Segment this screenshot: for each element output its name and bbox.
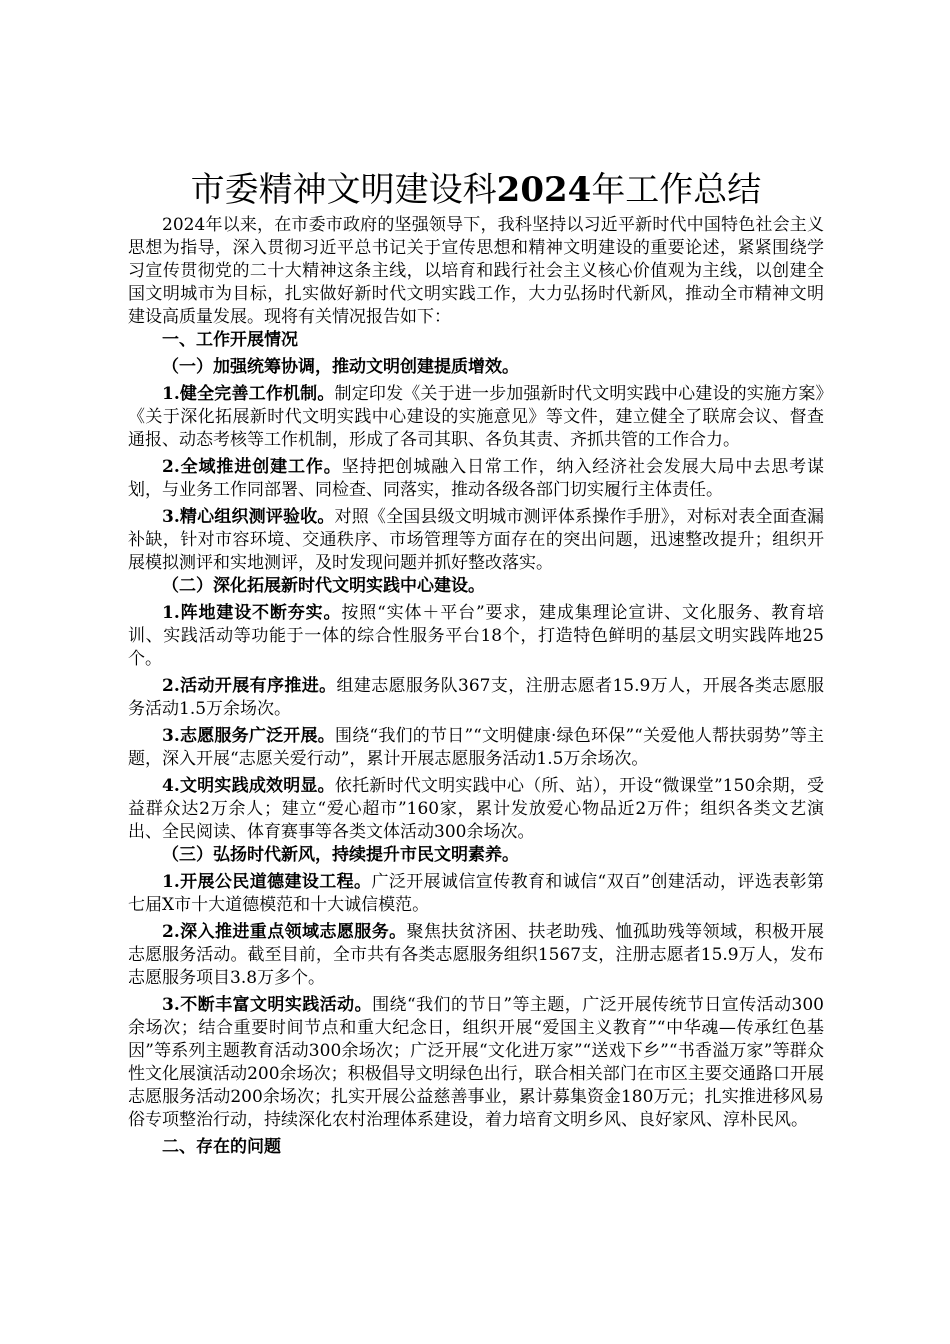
- section-heading-2: 二、存在的问题: [162, 1137, 281, 1157]
- paragraph-lead: 1.开展公民道德建设工程。: [162, 872, 372, 892]
- paragraph-lead: 3.不断丰富文明实践活动。: [162, 995, 373, 1015]
- paragraph-lead: 1.健全完善工作机制。: [162, 384, 335, 404]
- paragraph-2-4: [128, 775, 824, 844]
- paragraph-2-2: [128, 675, 824, 721]
- paragraph-3-1: [128, 871, 824, 917]
- paragraph-body: 聚焦扶贫济困、扶老助残、恤孤助残等领域，积极开展志愿服务活动。截至目前，全市共有各类志愿服务组织1567支，注册志愿者15.9万人，发布志愿服务项目3.8万多个。: [128, 922, 825, 988]
- section-heading-1: 一、工作开展情况: [162, 330, 298, 350]
- title-prefix: 市委精神文明建设科: [190, 170, 497, 210]
- title-year: 2024: [496, 170, 592, 210]
- paragraph-lead: 4.文明实践成效明显。: [162, 776, 335, 796]
- intro-paragraph: 2024年以来，在市委市政府的坚强领导下，我科坚持以习近平新时代中国特色社会主义思想为指导，深入贯彻习近平总书记关于宣传思想和精神文明建设的重要论述，紧紧围绕学习宣传贯彻党的二十大精神这条主线，以培育和践行社会主义核心价值观为主线，以创建全国文明城市为目标，扎实做好新时代文明实践工作，大力弘扬时代新风，推动全市精神文明建设高质量发展。现将有关情况报告如下：: [128, 215, 824, 327]
- paragraph-body: 按照“实体＋平台”要求，建成集理论宣讲、文化服务、教育培训、实践活动等功能于一体的综合性服务平台18个，打造特色鲜明的基层文明实践阵地25个。: [128, 603, 824, 669]
- subsection-heading-1: （一）加强统筹协调，推动文明创建提质增效。: [162, 357, 519, 377]
- subsection-heading-2: （二）深化拓展新时代文明实践中心建设。: [162, 576, 485, 596]
- paragraph-lead: 2.活动开展有序推进。: [162, 676, 337, 696]
- paragraph-2-1: [128, 602, 824, 671]
- paragraph-lead: 2.深入推进重点领域志愿服务。: [162, 922, 407, 942]
- paragraph-3-3: [128, 994, 824, 1132]
- paragraph-3-2: [128, 921, 824, 990]
- paragraph-2-3: [128, 725, 824, 771]
- paragraph-body: 组建志愿服务队367支，注册志愿者15.9万人，开展各类志愿服务活动1.5万余场次。: [128, 676, 824, 719]
- title-suffix: 年工作总结: [591, 170, 762, 210]
- document-title: [128, 168, 824, 212]
- paragraph-1-1: [128, 383, 824, 452]
- paragraph-body: 围绕“我们的节日”“文明健康·绿色环保”“关爱他人帮扶弱势”等主题，深入开展“志愿关爱行动”，累计开展志愿服务活动1.5万余场次。: [128, 726, 824, 769]
- subsection-heading-3: （三）弘扬时代新风，持续提升市民文明素养。: [162, 845, 519, 865]
- paragraph-lead: 1.阵地建设不断夯实。: [162, 603, 342, 623]
- paragraph-lead: 2.全域推进创建工作。: [162, 457, 342, 477]
- paragraph-lead: 3.精心组织测评验收。: [162, 507, 335, 527]
- paragraph-lead: 3.志愿服务广泛开展。: [162, 726, 335, 746]
- paragraph-body: 坚持把创城融入日常工作，纳入经济社会发展大局中去思考谋划，与业务工作同部署、同检查、同落实，推动各级各部门切实履行主体责任。: [128, 457, 825, 500]
- paragraph-body: 依托新时代文明实践中心（所、站），开设“微课堂”150余期，受益群众达2万余人；建立“爱心超市”160家，累计发放爱心物品近2万件；组织各类文艺演出、全民阅读、体育赛事等各类文体活动300余场次。: [128, 776, 824, 842]
- document-page: [128, 168, 824, 1159]
- paragraph-body: 广泛开展诚信宣传教育和诚信“双百”创建活动，评选表彰第七届X市十大道德模范和十大诚信模范。: [128, 872, 825, 915]
- paragraph-1-3: [128, 506, 824, 575]
- paragraph-body: 围绕“我们的节日”等主题，广泛开展传统节日宣传活动300余场次；结合重要时间节点和重大纪念日，组织开展“爱国主义教育”“中华魂—传承红色基因”等系列主题教育活动300余场次；广泛开展“文化进万家”“送戏下乡”“书香溢万家”等群众性文化展演活动200余场次；积极倡导文明绿色出行，联合相关部门在市区主要交通路口开展志愿服务活动200余场次；扎实开展公益慈善事业，累计募集资金180万元；扎实推进移风易俗专项整治行动，持续深化农村治理体系建设，着力培育文明乡风、良好家风、淳朴民风。: [128, 995, 824, 1130]
- paragraph-body: 对照《全国县级文明城市测评体系操作手册》，对标对表全面查漏补缺，针对市容环境、交通秩序、市场管理等方面存在的突出问题，迅速整改提升；组织开展模拟测评和实地测评，及时发现问题并抓好整改落实。: [128, 507, 825, 573]
- paragraph-body: 制定印发《关于进一步加强新时代文明实践中心建设的实施方案》《关于深化拓展新时代文明实践中心建设的实施意见》等文件，建立健全了联席会议、督查通报、动态考核等工作机制，形成了各司其职、各负其责、齐抓共管的工作合力。: [128, 384, 825, 450]
- paragraph-1-2: [128, 456, 824, 502]
